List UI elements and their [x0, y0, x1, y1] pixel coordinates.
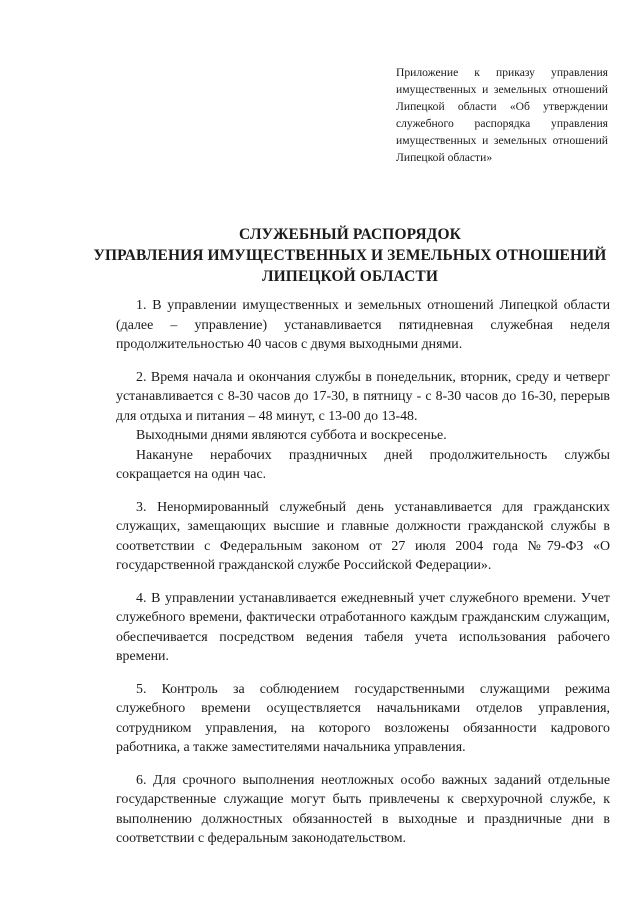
- paragraph-6: 6. Для срочного выполнения неотложных особо важных заданий отдельные государственные служащие могут быть привлечены к сверхурочной службе, к выполнению должностных обязанностей в выходные и праздничные дни в соответствии с федеральным законодательством.: [116, 772, 610, 846]
- title-line-2: УПРАВЛЕНИЯ ИМУЩЕСТВЕННЫХ И ЗЕМЕЛЬНЫХ ОТНОШЕНИЙ: [93, 247, 607, 264]
- paragraph-5: 5. Контроль за соблюдением государственными служащими режима служебного времени осуществляется начальниками отделов управления, сотрудником управления, на которого возложены обязанности кадрового работника, а также заместителями начальника управления.: [116, 681, 610, 755]
- paragraph-2-weekends: Выходными днями являются суббота и воскресенье.: [136, 428, 447, 443]
- paragraph-2-holidays: Накануне нерабочих праздничных дней продолжительность службы сокращается на один час.: [116, 447, 610, 482]
- paragraph-2: 2. Время начала и окончания службы в понедельник, вторник, среду и четверг устанавливается с 8-30 часов до 17-30, в пятницу - с 8-30 часов до 16-30, перерыв для отдыха и питания – 48 минут, с 13-00 до 13-48.: [116, 369, 610, 424]
- paragraph-4: 4. В управлении устанавливается ежедневный учет служебного времени. Учет служебного времени, фактически отработанного каждым гражданским служащим, обеспечивается посредством ведения табеля учета использования рабочего времени.: [116, 590, 610, 664]
- title-line-3: ЛИПЕЦКОЙ ОБЛАСТИ: [262, 268, 438, 285]
- document-body: [116, 296, 610, 849]
- title-line-1: СЛУЖЕБНЫЙ РАСПОРЯДОК: [239, 226, 461, 243]
- paragraph-3: 3. Ненормированный служебный день устанавливается для гражданских служащих, замещающих высшие и главные должности гражданской службы в соответствии с Федеральным законом от 27 июля 2004 года №79-ФЗ «О государственной гражданской службе Российской Федерации».: [116, 499, 610, 573]
- document-title: [80, 224, 620, 287]
- annex-note: Приложение к приказу управления имущественных и земельных отношений Липецкой области «Об утверждении служебного распорядка управления имущественных и земельных отношений Липецкой области»: [396, 66, 608, 164]
- paragraph-1: 1. В управлении имущественных и земельных отношений Липецкой области (далее – управление) устанавливается пятидневная служебная неделя продолжительностью 40 часов с двумя выходными днями.: [116, 298, 610, 352]
